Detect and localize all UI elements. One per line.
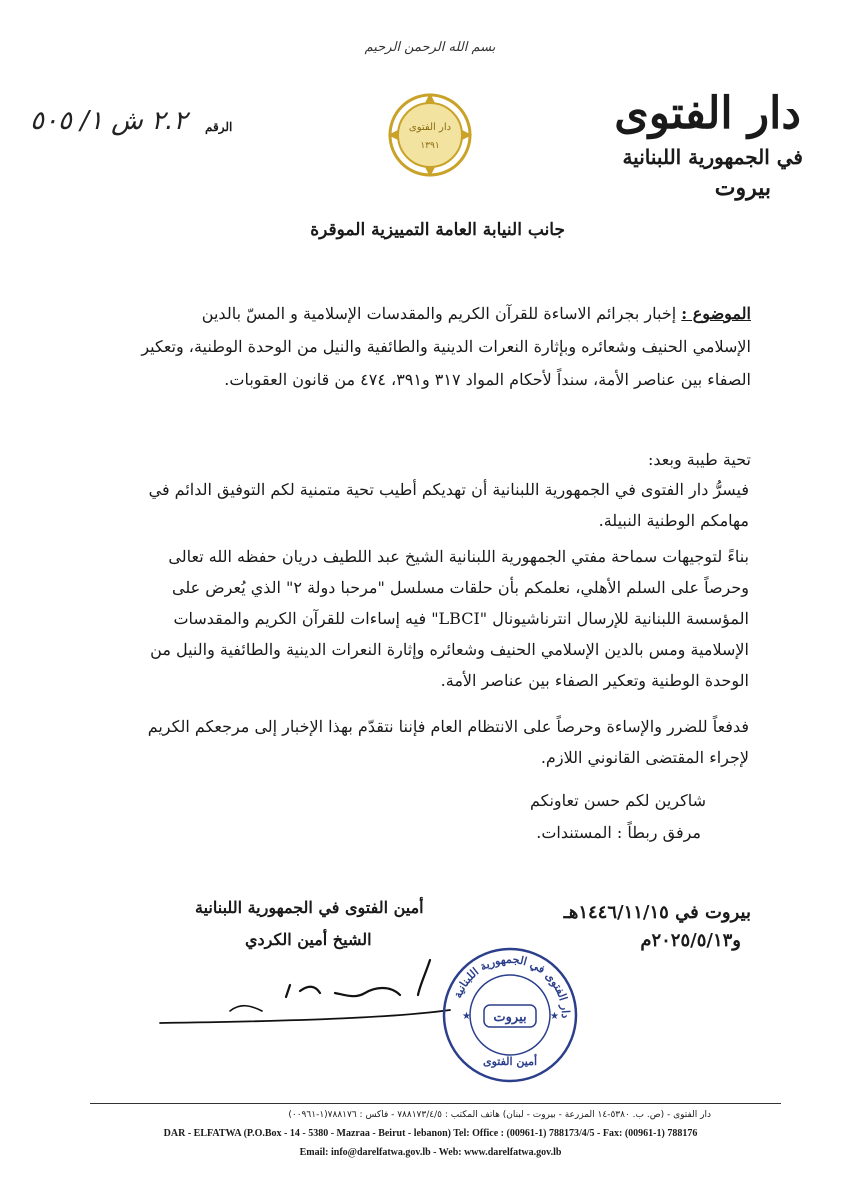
stamp-bottom-text: أمين الفتوى [482,1055,538,1068]
letterhead-city: بيروت [714,175,771,201]
footer-arabic-address: دار الفتوى - (ص. ب. ٥٣٨٠-١٤ المزرعة - بيروت - لبنان) هاتف المكتب : ٧٨٨١٧٣/٤/٥ - فاكس : ٧٨٨١٧٦(١-٠٠٩٦١) [288,1110,711,1120]
signatory-title: أمين الفتوى في الجمهورية اللبنانية [195,898,424,917]
signatory-name: الشيخ أمين الكردي [245,930,372,949]
body-paragraph-2: بناءً لتوجيهات سماحة مفتي الجمهورية اللبنانية الشيخ عبد اللطيف دريان حفظه الله تعالى وحرصاً على السلم الأهلي، نعلمكم بأن حلقات مسلسل "مرحبا دولة ٢" الذي يُعرض على المؤسسة اللبنانية للإرسال انترناشيونال "LBCI" فيه إساءات للقرآن الكريم والمقدسات الإسلامية ومس بالدين الإسلامي الحنيف وشعائره وإثارة النعرات الدينية والطائفية والنيل من الوحدة الوطنية وتعكير الصفاء بين عناصر الأمة. [150,547,749,690]
subject-label: الموضوع : [681,304,751,323]
letterhead-name: دار الفتوى [614,88,801,139]
body-paragraph-1: فيسرُّ دار الفتوى في الجمهورية اللبنانية أن تهديكم أطيب تحية متمنية لكم التوفيق الدائم في مهامكم الوطنية النبيلة. [148,480,749,530]
footer-contact: Email: info@darelfatwa.gov.lb - Web: www.darelfatwa.gov.lb [299,1147,562,1158]
svg-text:★: ★ [462,1011,471,1022]
svg-text:دار الفتوى: دار الفتوى [408,122,452,133]
attachment-note: مرفق ربطاً : المستندات. [536,823,701,842]
footer-divider [90,1103,781,1104]
greeting: تحية طيبة وبعد: [647,450,751,469]
date-hijri: بيروت في ١٤٤٦/١١/١٥هـ [563,902,751,923]
date-gregorian: و٢٠٢٥/٥/١٣م [640,930,741,951]
thanks-line: شاكرين لكم حسن تعاونكم [529,791,706,810]
svg-text:★: ★ [550,1011,559,1022]
addressee: جانب النيابة العامة التمييزية الموقرة [310,220,565,240]
reference-number: ٢.٢ ش ١/ ٥٠٥ [30,106,188,136]
letterhead-country: في الجمهورية اللبنانية [622,145,803,169]
dar-elfatwa-emblem [385,88,475,183]
stamp-ring-text: دار الفتوى في الجمهورية اللبنانية [451,952,573,1019]
stamp-center-text: بيروت [493,1010,527,1025]
subject-text: إخبار بجرائم الاساءة للقرآن الكريم والمقدسات الإسلامية و المسّ بالدين الإسلامي الحنيف وشعائره وبإثارة النعرات الدينية والطائفية والنيل من الوحدة الوطنية، وتعكير الصفاء بين عناصر الأمة، سنداً لأحكام المواد ٣١٧ و٣٩١، ٤٧٤ من قانون العقوبات. [141,304,751,389]
basmala: بسم الله الرحمن الرحيم [364,40,496,55]
official-stamp [440,945,580,1085]
body-paragraph-3: فدفعاً للضرر والإساءة وحرصاً على الانتظام العام فإننا نتقدّم بهذا الإخبار إلى مرجعكم الكريم لإجراء المقتضى القانوني اللازم. [147,717,749,767]
emblem-year: ١٣٩١ [420,141,440,151]
handwritten-signature [150,955,470,1050]
subject-block [140,297,751,396]
footer-english-address: DAR - ELFATWA (P.O.Box - 14 - 5380 - Mazraa - Beirut - lebanon) Tel: Office : (00961-1) 788173/4/5 - Fax: (00961-1) 788176 [163,1128,698,1139]
reference-label: الرقم [205,120,233,134]
